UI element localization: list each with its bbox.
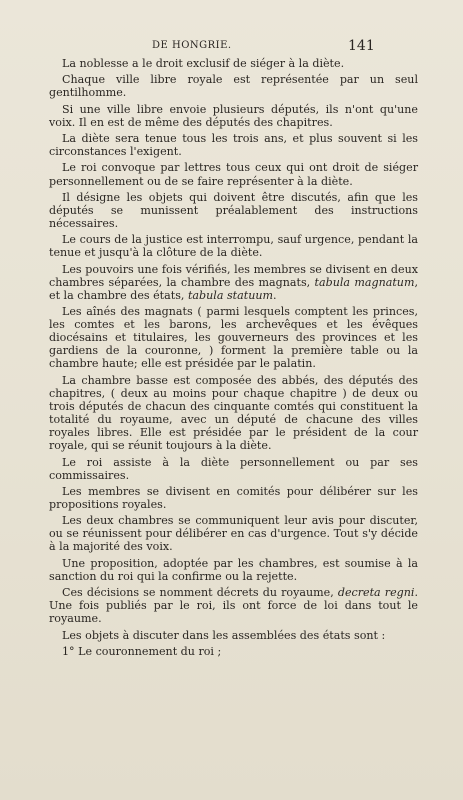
running-title: DE HONGRIE. — [152, 40, 232, 51]
paragraph: Il désigne les objets qui doivent être discutés, afin que les députés se munissent préalablement des instructions nécessaires. — [49, 190, 418, 230]
paragraph: Le roi assiste à la diète personnellement ou par ses commissaires. — [49, 455, 418, 482]
italic-term: tabula statuum — [187, 288, 274, 302]
paragraph: Le roi convoque par lettres tous ceux qui ont droit de siéger personnellement ou de se faire représenter à la diète. — [49, 161, 418, 188]
paragraph: 1° Le couronnement du roi ; — [62, 644, 222, 658]
italic-term: tabula magnatum — [314, 275, 415, 289]
paragraph: Si une ville libre envoie plusieurs députés, ils n'ont qu'une voix. Il en est de même des députés des chapitres. — [49, 102, 418, 129]
paragraph: Une proposition, adoptée par les chambres, est soumise à la sanction du roi qui la confirme ou la rejette. — [49, 556, 418, 583]
paragraph: Chaque ville libre royale est représentée par un seul gentilhomme. — [49, 73, 418, 100]
paragraph: La chambre basse est composée des abbés, des députés des chapitres, ( deux au moins pour chaque chapitre ) de deux ou trois députés de chacun des cinquante comtés qui constituent la totalité du royaume, avec un député de chacune des villes royales libres. Elle est présidée par le président de la cour royale, qui se réunit toujours à la diète. — [49, 373, 418, 453]
paragraph: Les aînés des magnats ( parmi lesquels comptent les princes, les comtes et les barons, les archevêques et les évêques diocésains et titulaires, les gouverneurs des provinces et les gardiens de la couronne, ) forment la première table ou la chambre haute; elle est présidée par le palatin. — [49, 305, 418, 371]
paragraph: Le cours de la justice est interrompu, sauf urgence, pendant la tenue et jusqu'à la clôture de la diète. — [49, 233, 418, 260]
page-header — [0, 38, 463, 58]
paragraph: La noblesse a le droit exclusif de siéger à la diète. — [62, 57, 345, 70]
paragraph: Les objets à discuter dans les assemblées des états sont : — [62, 628, 386, 642]
paragraph: Les pouvoirs une fois vérifiés, les membres se divisent en deux chambres séparées, la chambre des magnats, tabula magnatum, et la chambre des états, tabula statuum. — [49, 262, 418, 302]
page-number: 141 — [348, 38, 375, 54]
italic-term: decreta regni — [337, 586, 415, 600]
paragraph: Les deux chambres se communiquent leur avis pour discuter, ou se réunissent pour délibérer en cas d'urgence. Tout s'y décide à la majorité des voix. — [49, 514, 418, 554]
paragraph: Ces décisions se nomment décrets du royaume, decreta regni. Une fois publiés par le roi, ils ont force de loi dans tout le royaume. — [49, 586, 418, 626]
paragraph: La diète sera tenue tous les trois ans, et plus souvent si les circonstances l'exigent. — [49, 132, 418, 159]
body-text — [49, 57, 418, 661]
paragraph: Les membres se divisent en comités pour délibérer sur les propositions royales. — [49, 484, 418, 511]
